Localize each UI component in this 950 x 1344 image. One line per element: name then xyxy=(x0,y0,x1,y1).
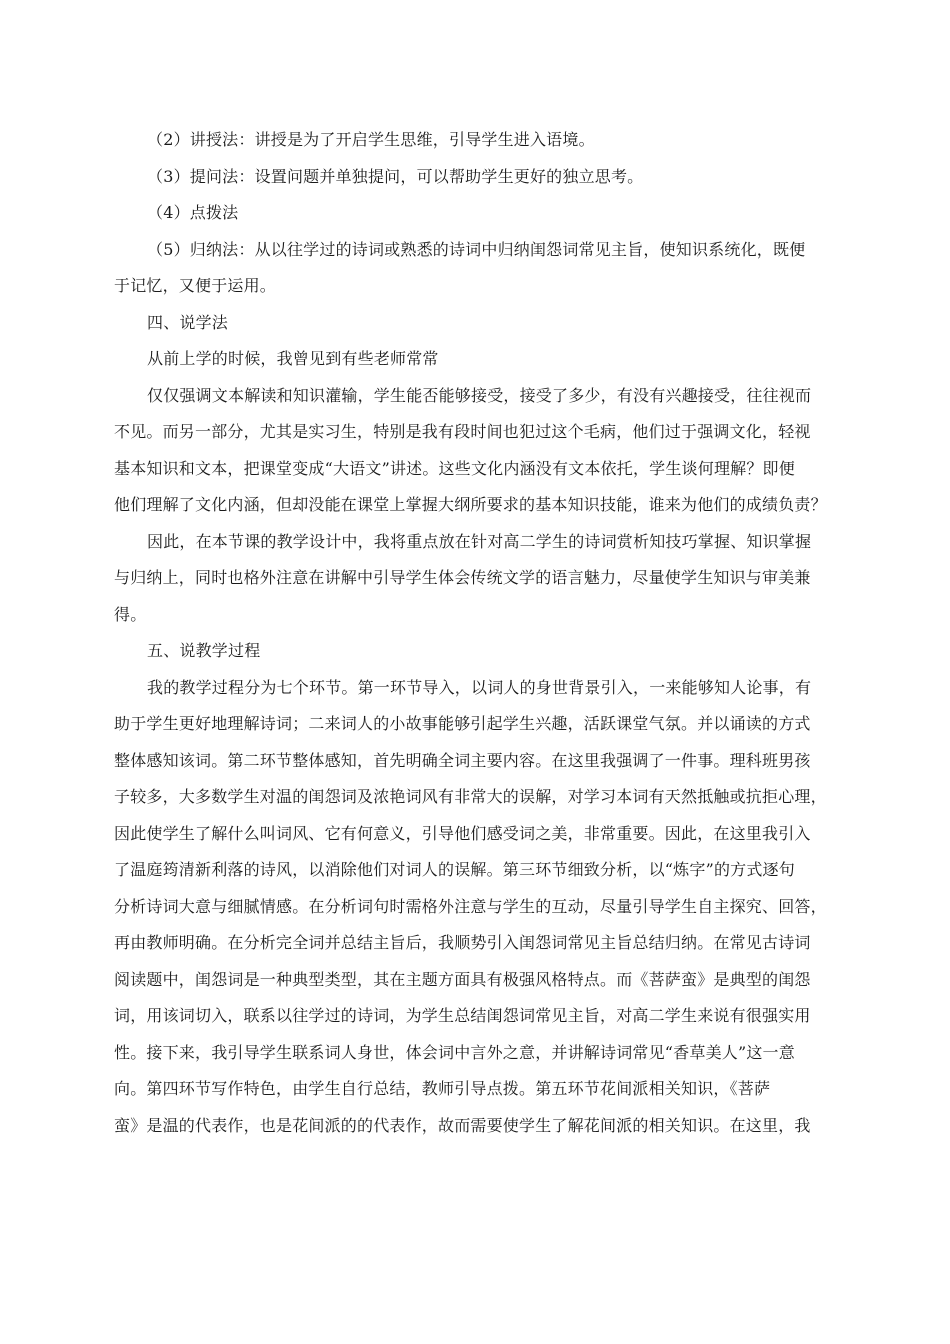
paragraph-line: 基本知识和文本，把课堂变成“大语文”讲述。这些文化内涵没有文本依托，学生谈何理解？即便 xyxy=(114,458,795,478)
paragraph-line: 不见。而另一部分，尤其是实习生，特别是我有段时间也犯过这个毛病，他们过于强调文化，轻视 xyxy=(114,422,811,441)
paragraph-line: 他们理解了文化内涵，但却没能在课堂上掌握大纲所要求的基本知识技能，谁来为他们的成绩负责？ xyxy=(114,495,827,514)
paragraph-line: 助于学生更好地理解诗词；二来词人的小故事能够引起学生兴趣，活跃课堂气氛。并以诵读的方式 xyxy=(114,714,811,733)
paragraph-line: 词，用该词切入，联系以往学过的诗词，为学生总结闺怨词常见主旨，对高二学生来说有很强实用 xyxy=(114,1006,811,1025)
paragraph-line: 得。 xyxy=(114,604,147,624)
paragraph-line: 蛮》是温的代表作，也是花间派的的代表作，故而需要使学生了解花间派的相关知识。在这里，我 xyxy=(114,1115,811,1135)
paragraph-line: 从前上学的时候，我曾见到有些老师常常 xyxy=(147,349,439,368)
paragraph-line: 了温庭筠清新利落的诗风，以消除他们对词人的误解。第三环节细致分析，以“炼字”的方式逐句 xyxy=(114,860,795,879)
paragraph-line: （5）归纳法：从以往学过的诗词或熟悉的诗词中归纳闺怨词常见主旨，使知识系统化，既便 xyxy=(147,239,806,259)
document-body xyxy=(114,122,838,1144)
paragraph-line: 子较多，大多数学生对温的闺怨词及浓艳词风有非常大的误解，对学习本词有天然抵触或抗拒心理， xyxy=(114,787,827,806)
paragraph-line: （2）讲授法：讲授是为了开启学生思维，引导学生进入语境。 xyxy=(147,130,595,149)
paragraph-line: （4）点拨法 xyxy=(147,203,239,222)
paragraph-line: 我的教学过程分为七个环节。第一环节导入，以词人的身世背景引入，一来能够知人论事，有 xyxy=(147,677,812,697)
paragraph-line: 向。第四环节写作特色，由学生自行总结，教师引导点拨。第五环节花间派相关知识，《菩萨 xyxy=(114,1079,771,1098)
paragraph-line: 分析诗词大意与细腻情感。在分析词句时需格外注意与学生的互动，尽量引导学生自主探究、回答， xyxy=(114,896,827,916)
paragraph-line: 因此，在本节课的教学设计中，我将重点放在针对高二学生的诗词赏析知技巧掌握、知识掌握 xyxy=(147,531,812,551)
paragraph-line: 再由教师明确。在分析完全词并总结主旨后，我顺势引入闺怨词常见主旨总结归纳。在常见古诗词 xyxy=(114,933,811,952)
paragraph-line: （3）提问法：设置问题并单独提问，可以帮助学生更好的独立思考。 xyxy=(147,166,644,186)
paragraph-line: 于记忆，又便于运用。 xyxy=(114,276,277,295)
paragraph-line: 整体感知该词。第二环节整体感知，首先明确全词主要内容。在这里我强调了一件事。理科班男孩 xyxy=(114,750,811,770)
paragraph-line: 性。接下来，我引导学生联系词人身世，体会词中言外之意，并讲解诗词常见“香草美人”这一意 xyxy=(114,1042,795,1062)
paragraph-line: 仅仅强调文本解读和知识灌输，学生能否能够接受，接受了多少，有没有兴趣接受，往往视而 xyxy=(147,385,812,405)
section-heading: 五、说教学过程 xyxy=(147,641,261,660)
paragraph-line: 阅读题中，闺怨词是一种典型类型，其在主题方面具有极强风格特点。而《菩萨蛮》是典型的闺怨 xyxy=(114,969,811,989)
paragraph-line: 因此使学生了解什么叫词风、它有何意义，引导他们感受词之美，非常重要。因此，在这里我引入 xyxy=(114,823,811,843)
paragraph-line: 与归纳上，同时也格外注意在讲解中引导学生体会传统文学的语言魅力，尽量使学生知识与审美兼 xyxy=(114,568,811,587)
section-heading: 四、说学法 xyxy=(147,312,229,332)
